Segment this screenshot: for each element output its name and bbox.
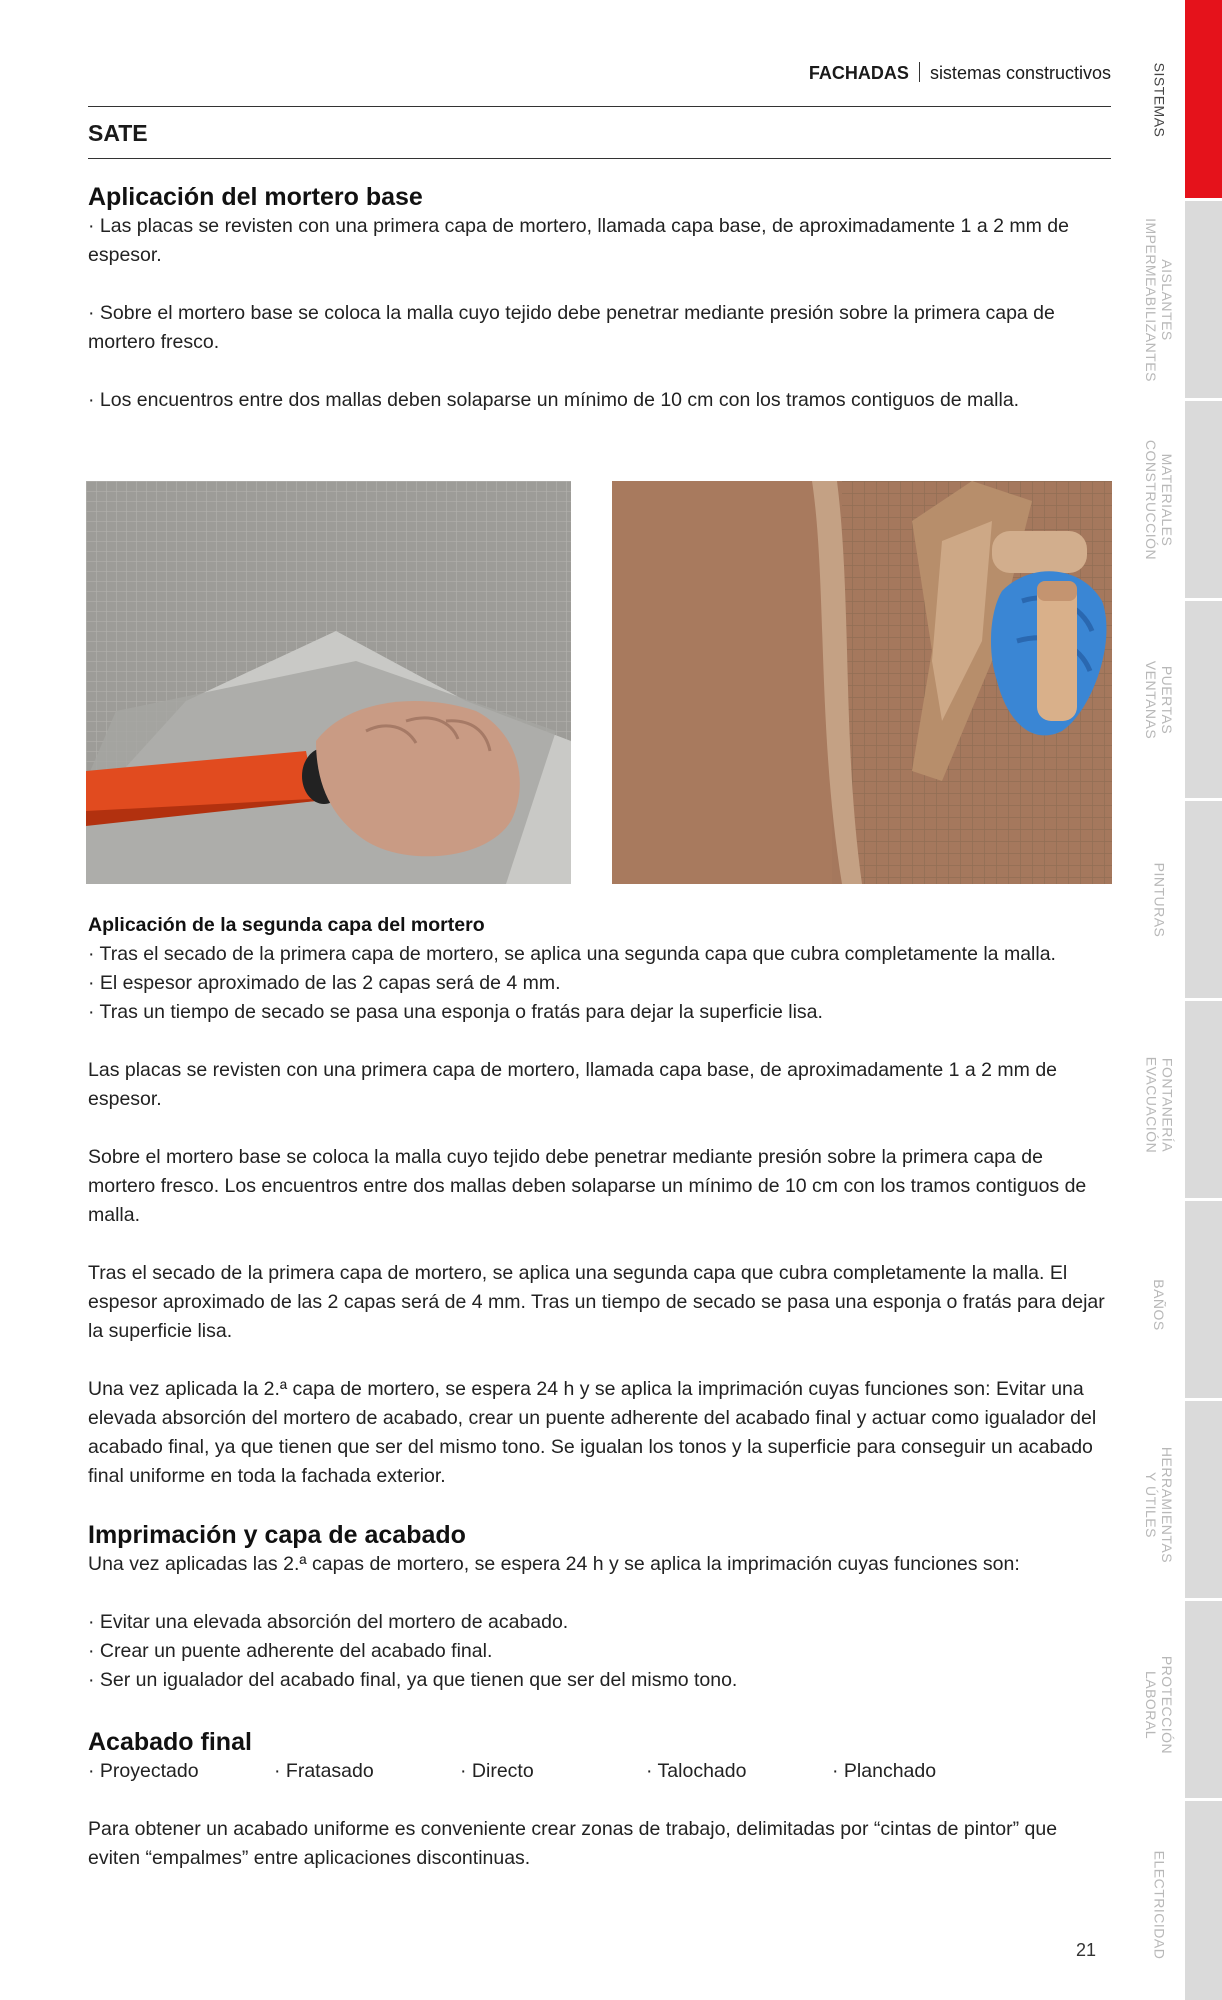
paragraph: Una vez aplicadas las 2.ª capas de mortero, se espera 24 h y se aplica la imprimación cuyas funciones son: (88, 1553, 1020, 1575)
paragraph: · Sobre el mortero base se coloca la malla cuyo tejido debe penetrar mediante presión sobre la primera capa de mortero fresco. (88, 302, 1055, 353)
section-title: FACHADAS (808, 63, 909, 83)
list-item: · Crear un puente adherente del acabado final. (88, 1640, 493, 1662)
section-mortero-base (88, 182, 1111, 415)
section-title-mortero-base: Aplicación del mortero base (88, 183, 423, 211)
chapter-tab-puertas[interactable] (1185, 601, 1222, 798)
chapter-label-materiales[interactable]: MATERIALES CONSTRUCCIÓN (1143, 439, 1176, 561)
page-number: 21 (1076, 1940, 1097, 1960)
list-item: · Evitar una elevada absorción del mortero de acabado. (88, 1611, 569, 1633)
photo-spatula-mortar (612, 481, 1112, 884)
finish-type: · Planchado (832, 1760, 937, 1782)
chapter-label-aislantes[interactable]: AISLANTES IMPERMEABILIZANTES (1143, 218, 1175, 382)
list-item: · El espesor aproximado de las 2 capas será de 4 mm. (88, 972, 561, 994)
section-acabado-final (88, 1727, 1111, 1873)
list-item: · Ser un igualador del acabado final, ya que tienen que ser del mismo tono. (88, 1669, 738, 1691)
section-imprimacion (88, 1520, 1111, 1695)
section-title-acabado-final: Acabado final (88, 1728, 252, 1756)
header-rule-top (88, 106, 1111, 107)
chapter-tab-fontaneria[interactable] (1185, 1001, 1222, 1198)
chapter-label-pinturas[interactable]: PINTURAS (1151, 862, 1168, 938)
header-rule-bottom (88, 158, 1111, 159)
section-segunda-capa (88, 911, 1111, 1491)
chapter-label-sistemas[interactable]: SISTEMAS (1151, 62, 1168, 138)
section-title-segunda-capa: Aplicación de la segunda capa del mortero (88, 914, 485, 936)
chapter-label-banos[interactable]: BAÑOS (1151, 1279, 1168, 1331)
finish-type: · Talochado (646, 1760, 747, 1782)
chapter-label-herramientas[interactable]: HERRAMIENTAS Y ÚTILES (1143, 1446, 1176, 1564)
paragraph: · Los encuentros entre dos mallas deben solaparse un mínimo de 10 cm con los tramos contiguos de malla. (88, 389, 1020, 411)
chapter-tab-sistemas[interactable] (1185, 0, 1222, 198)
photo-trowel-mesh (86, 481, 571, 884)
chapter-label-puertas[interactable]: PUERTAS VENTANAS (1143, 660, 1176, 740)
paragraph: Una vez aplicada la 2.ª capa de mortero, se espera 24 h y se aplica la imprimación cuyas funciones son: Evitar una elevada absorción del mortero de acabado, crear un puente adherente del acabado final y actuar como igualador del acabado final, ya que tienen que ser del mismo tono. Se igualan los tonos y la superficie para conseguir un acabado final uniforme en toda la fachada exterior. (88, 1378, 1097, 1487)
header-separator (919, 62, 920, 82)
section-subtitle: sistemas constructivos (929, 63, 1111, 83)
system-label: SATE (88, 120, 148, 146)
list-item: · Tras el secado de la primera capa de mortero, se aplica una segunda capa que cubra completamente la malla. (88, 943, 1056, 965)
chapter-tab-materiales[interactable] (1185, 401, 1222, 598)
paragraph: Sobre el mortero base se coloca la malla cuyo tejido debe penetrar mediante presión sobre la primera capa de mortero fresco. Los encuentros entre dos mallas deben solaparse un mínimo de 10 cm con los tramos contiguos de malla. (88, 1146, 1087, 1226)
chapter-tab-aislantes[interactable] (1185, 201, 1222, 398)
list-item: · Tras un tiempo de secado se pasa una esponja o fratás para dejar la superficie lisa. (88, 1001, 823, 1023)
finish-type: · Directo (460, 1760, 534, 1782)
chapter-tab-pinturas[interactable] (1185, 801, 1222, 998)
chapter-tab-electricidad[interactable] (1185, 1801, 1222, 2000)
chapter-label-fontaneria[interactable]: FONTANERÍA EVACUACIÓN (1143, 1056, 1175, 1154)
section-title-imprimacion: Imprimación y capa de acabado (88, 1521, 466, 1549)
paragraph: · Las placas se revisten con una primera capa de mortero, llamada capa base, de aproximadamente 1 a 2 mm de espesor. (88, 215, 1069, 266)
finish-type: · Proyectado (88, 1760, 199, 1782)
finish-types-list (88, 1757, 1111, 1786)
chapter-tab-banos[interactable] (1185, 1201, 1222, 1398)
paragraph: Las placas se revisten con una primera capa de mortero, llamada capa base, de aproximadamente 1 a 2 mm de espesor. (88, 1059, 1058, 1110)
chapter-label-electricidad[interactable]: ELECTRICIDAD (1151, 1850, 1167, 1960)
chapter-tabs (1185, 0, 1222, 2000)
page-header (88, 62, 1111, 84)
paragraph: Tras el secado de la primera capa de mortero, se aplica una segunda capa que cubra completamente la malla. El espesor aproximado de las 2 capas será de 4 mm. Tras un tiempo de secado se pasa una esponja o fratás para dejar la superficie lisa. (88, 1262, 1105, 1342)
chapter-tab-herramientas[interactable] (1185, 1401, 1222, 1598)
finish-type: · Fratasado (274, 1760, 374, 1782)
chapter-tab-proteccion[interactable] (1185, 1601, 1222, 1798)
chapter-label-proteccion[interactable]: PROTECCIÓN LABORAL (1143, 1655, 1175, 1755)
paragraph: Para obtener un acabado uniforme es conveniente crear zonas de trabajo, delimitadas por “cintas de pintor” que eviten “empalmes” entre aplicaciones discontinuas. (88, 1818, 1058, 1869)
